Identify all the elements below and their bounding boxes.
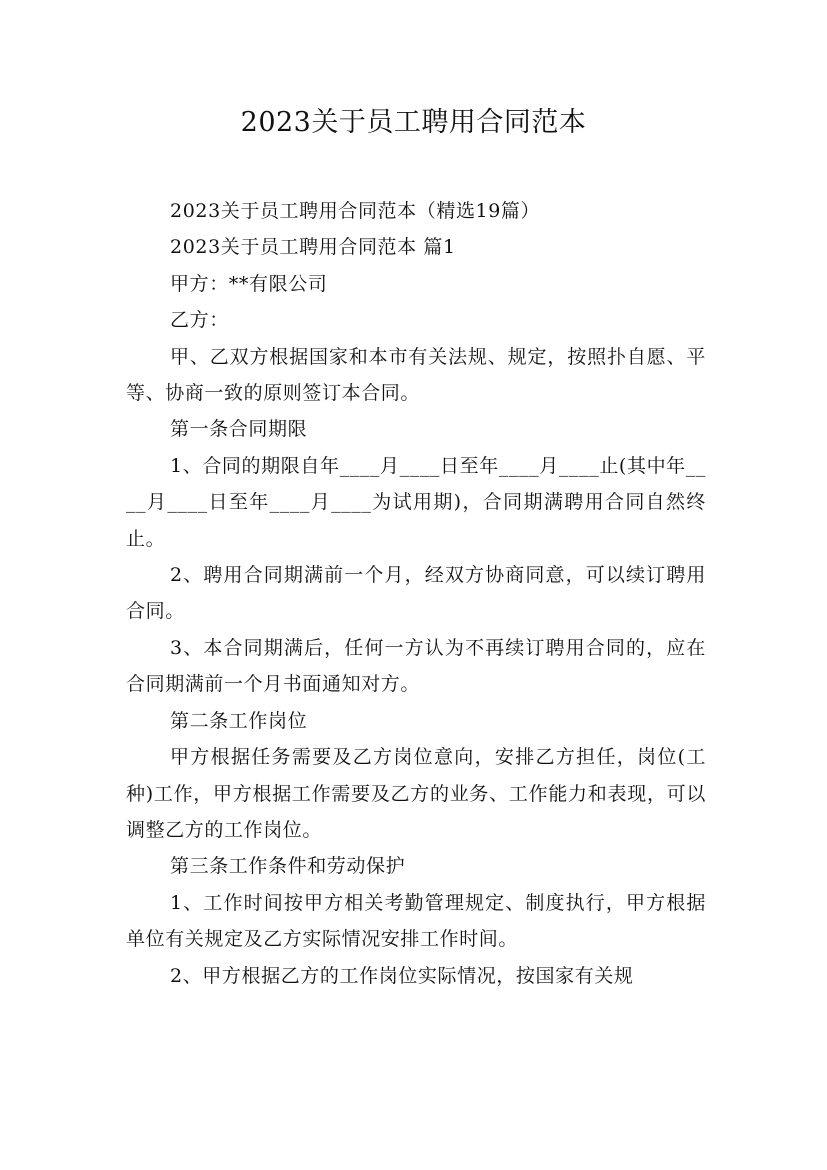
- paragraph-article-1-heading: 第一条合同期限: [170, 418, 308, 441]
- paragraph-article-1-clause-1: 1、合同的期限自年____月____日至年____月____止(其中年____月____日至年____月____为试用期)，合同期满聘用合同自然终止。: [126, 454, 706, 550]
- paragraph-article-2-heading: 第二条工作岗位: [170, 709, 308, 732]
- paragraph-subtitle: 2023关于员工聘用合同范本（精选19篇）: [170, 200, 541, 222]
- paragraph-article-1-clause-3: 3、本合同期满后，任何一方认为不再续订聘用合同的，应在合同期满前一个月书面通知对方。: [126, 636, 706, 696]
- document-body: [126, 193, 706, 994]
- paragraph-party-a: 甲方：**有限公司: [170, 272, 328, 295]
- paragraph-party-b: 乙方：: [170, 309, 229, 332]
- paragraph-preamble: 甲、乙双方根据国家和本市有关法规、规定，按照扑自愿、平等、协商一致的原则签订本合同。: [126, 345, 706, 405]
- paragraph-article-3-heading: 第三条工作条件和劳动保护: [170, 855, 406, 878]
- paragraph-article-3-clause-2: 2、甲方根据乙方的工作岗位实际情况，按国家有关规: [170, 964, 634, 987]
- paragraph-article-1-clause-2: 2、聘用合同期满前一个月，经双方协商同意，可以续订聘用合同。: [126, 564, 706, 623]
- document-title: 2023关于员工聘用合同范本: [240, 107, 587, 138]
- paragraph-article-2-body: 甲方根据任务需要及乙方岗位意向，安排乙方担任，岗位(工种)工作，甲方根据工作需要及乙方的业务、工作能力和表现，可以调整乙方的工作岗位。: [126, 746, 706, 841]
- paragraph-article-3-clause-1: 1、工作时间按甲方相关考勤管理规定、制度执行，甲方根据单位有关规定及乙方实际情况安排工作时间。: [126, 891, 706, 951]
- paragraph-section-heading: 2023关于员工聘用合同范本 篇1: [170, 236, 456, 259]
